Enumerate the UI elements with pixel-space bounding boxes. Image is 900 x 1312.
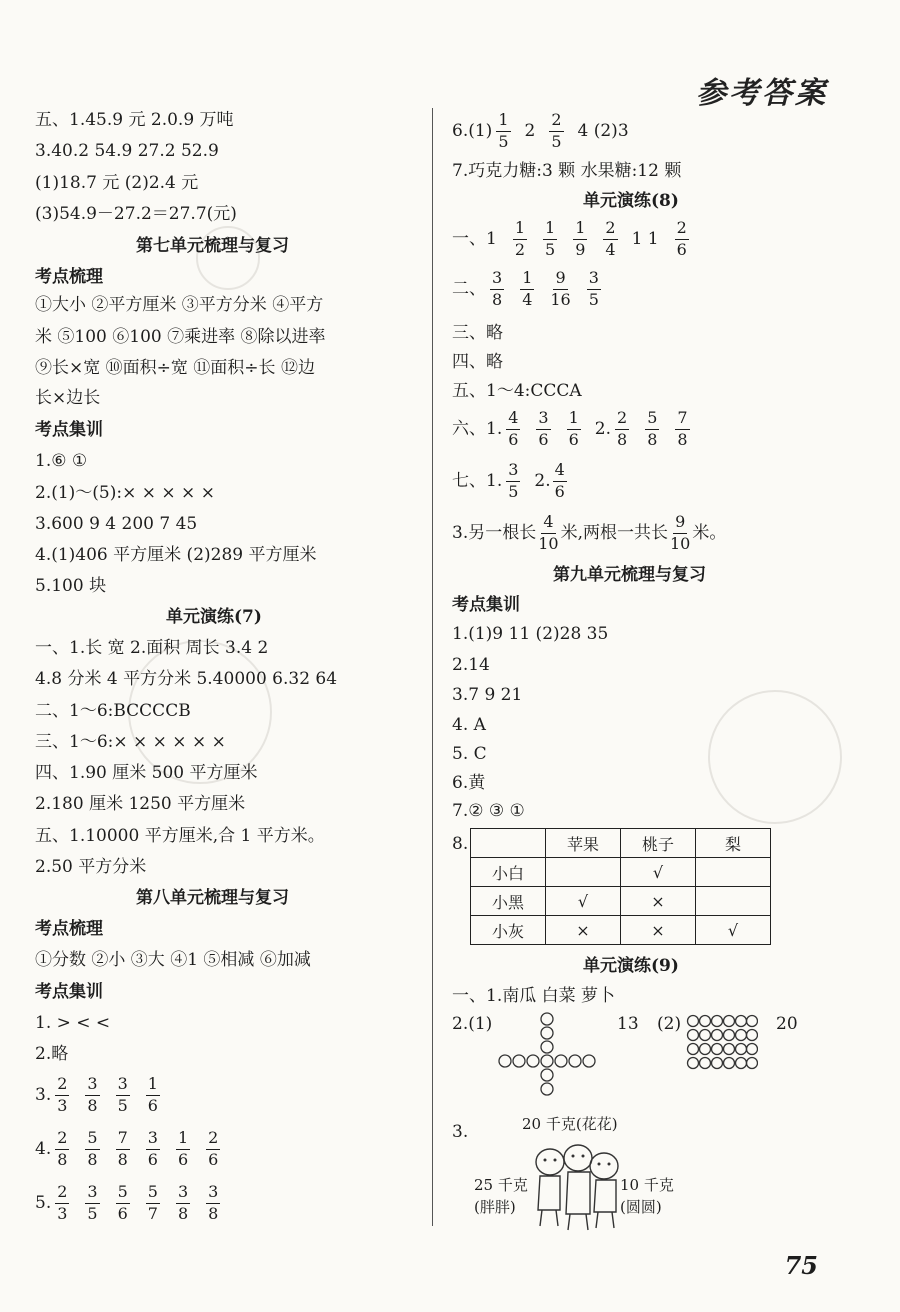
answer-line: 五、1.10000 平方厘米,合 1 平方米。 [35, 826, 325, 846]
answer-line: 2.50 平方分米 [35, 857, 147, 877]
table-header-cell: 梨 [696, 829, 771, 858]
subsection-heading: 考点集训 [35, 420, 103, 440]
pigs-illustration [520, 1140, 630, 1232]
table-cell: 小黑 [471, 887, 546, 916]
table-cell: √ [546, 887, 621, 916]
answer-line: 8. [452, 834, 469, 854]
watermark-stamp [708, 690, 842, 824]
fraction-denominator: 6 [676, 239, 687, 259]
fraction-numerator: 4 [506, 410, 520, 430]
answer-line: 3.600 9 4 200 7 45 [35, 514, 198, 534]
fraction-denominator: 6 [117, 1203, 128, 1223]
fraction-denominator: 8 [647, 429, 658, 449]
fraction [85, 1130, 99, 1169]
fraction-numerator: 1 [567, 410, 581, 430]
fraction [670, 514, 690, 553]
fraction-numerator: 4 [553, 462, 567, 482]
column-divider [432, 108, 433, 1226]
fraction-numerator: 7 [675, 410, 689, 430]
answer-line: 4.8 分米 4 平方分米 5.40000 6.32 64 [35, 669, 338, 689]
fraction-denominator: 5 [545, 239, 556, 259]
fraction-numerator: 2 [675, 220, 689, 240]
answer-line: 3. [452, 1122, 469, 1142]
subsection-heading: 考点集训 [35, 982, 103, 1002]
page-header-title: 参考答案 [696, 76, 828, 111]
answer-line: 五、1～4:CCCA [452, 381, 582, 401]
fraction [85, 1184, 99, 1223]
fraction-denominator: 10 [670, 533, 691, 553]
fraction-line: 5. $\frac{2}{3}$ $\frac{3}{5}$ $\frac{5}{6}$ $\frac{5}{7}$ $\frac{3}{8}$ $\frac{3}{8}$ [35, 1182, 219, 1223]
answer-line: 3.40.2 54.9 27.2 52.9 [35, 141, 219, 161]
fraction-denominator: 3 [57, 1095, 68, 1115]
table-cell [696, 858, 771, 887]
answer-line: 2.14 [452, 655, 490, 675]
table-cell [546, 858, 621, 887]
answer-line: 4. A [452, 715, 486, 735]
fraction-denominator: 6 [508, 429, 519, 449]
fraction-denominator: 6 [538, 429, 549, 449]
fraction-line: 六、1. $\frac{4}{6}$ $\frac{3}{6}$ $\frac{1}{6}$ 2. $\frac{2}{8}$ $\frac{5}{8}$ $\frac{7}{8}$ [452, 408, 688, 449]
answer-line: 四、1.90 厘米 500 平方厘米 [35, 763, 258, 783]
table-row [471, 887, 771, 916]
fraction [543, 220, 557, 259]
fraction-denominator: 2 [514, 239, 526, 259]
fraction [116, 1076, 130, 1115]
fraction-denominator: 3 [57, 1203, 68, 1223]
answer-line: 2.(1) [452, 1014, 493, 1034]
fraction-denominator: 6 [208, 1149, 219, 1169]
section-heading: 第八单元梳理与复习 [136, 888, 289, 908]
page-number: 75 [784, 1251, 818, 1280]
answer-line: 1.⑥ ① [35, 451, 88, 471]
fraction-numerator: 5 [85, 1130, 99, 1150]
answer-line: 五、1.45.9 元 2.0.9 万吨 [35, 110, 234, 130]
answer-line: 三、1～6:× × × × × × [35, 732, 226, 752]
answer-line: 米 ⑤100 ⑥100 ⑦乘进率 ⑧除以进率 [35, 327, 326, 347]
answer-line: ⑨长×宽 ⑩面积÷宽 ⑪面积÷长 ⑫边 [35, 358, 315, 378]
fraction-numerator: 3 [85, 1184, 99, 1204]
table-row [471, 858, 771, 887]
answer-line: 四、略 [452, 352, 503, 372]
fraction [116, 1184, 130, 1223]
fraction [55, 1130, 69, 1169]
fraction-denominator: 5 [508, 481, 519, 501]
fraction-denominator: 6 [147, 1149, 158, 1169]
fraction [146, 1076, 160, 1115]
answer-line: 一、1.长 宽 2.面积 周长 3.4 2 [35, 638, 269, 658]
fraction-numerator: 9 [673, 514, 687, 534]
fraction-numerator: 2 [55, 1130, 69, 1150]
fraction [573, 220, 587, 259]
fraction [55, 1076, 69, 1115]
section-heading: 单元演练(9) [583, 956, 679, 976]
fraction [490, 270, 504, 309]
fraction [496, 112, 510, 151]
answer-line: 2.略 [35, 1044, 69, 1064]
table-header-cell: 苹果 [546, 829, 621, 858]
fraction [587, 270, 601, 309]
fraction-numerator: 2 [603, 220, 617, 240]
fraction-numerator: 3 [146, 1130, 160, 1150]
fraction-numerator: 5 [116, 1184, 130, 1204]
table-cell [696, 887, 771, 916]
fraction [506, 410, 520, 449]
answer-line: 1.(1)9 11 (2)28 35 [452, 624, 609, 644]
fraction-line: 二、 $\frac{3}{8}$ $\frac{1}{4}$ $\frac{9}{16}$ $\frac{3}{5}$ [452, 268, 599, 309]
pig-label: 10 千克 [620, 1176, 674, 1194]
fraction-numerator: 3 [176, 1184, 190, 1204]
fraction [603, 220, 617, 259]
answer-value: 13 [617, 1014, 639, 1034]
fraction-numerator: 1 [520, 270, 534, 290]
section-heading: 第九单元梳理与复习 [553, 565, 706, 585]
fraction [513, 220, 527, 259]
fraction-numerator: 1 [573, 220, 587, 240]
fraction-numerator: 4 [541, 514, 555, 534]
table-cell: 小灰 [471, 916, 546, 945]
fraction-denominator: 8 [677, 429, 688, 449]
fraction-numerator: 3 [85, 1076, 99, 1096]
fraction [146, 1130, 160, 1169]
answer-line: 6.黄 [452, 773, 486, 793]
fraction [645, 410, 659, 449]
fraction [206, 1130, 220, 1169]
fraction-denominator: 5 [588, 289, 599, 309]
fraction [176, 1184, 190, 1223]
fraction [85, 1076, 99, 1115]
fraction-denominator: 6 [554, 481, 565, 501]
section-heading: 单元演练(8) [583, 191, 679, 211]
subsection-heading: 考点集训 [452, 595, 520, 615]
table-cell: × [621, 916, 696, 945]
table-cell [471, 829, 546, 858]
fraction-denominator: 6 [147, 1095, 158, 1115]
answer-line: ①分数 ②小 ③大 ④1 ⑤相减 ⑥加减 [35, 950, 311, 970]
fraction-numerator: 2 [549, 112, 563, 132]
fraction-numerator: 3 [206, 1184, 220, 1204]
answer-line: 3.7 9 21 [452, 685, 523, 705]
answer-line: 长×边长 [35, 388, 101, 408]
fraction-numerator: 1 [146, 1076, 160, 1096]
fraction [520, 270, 534, 309]
table-cell: × [546, 916, 621, 945]
fruit-preference-table [470, 828, 771, 945]
table-cell: √ [621, 858, 696, 887]
fraction-denominator: 4 [522, 289, 533, 309]
answer-line: ①大小 ②平方厘米 ③平方分米 ④平方 [35, 295, 324, 315]
fraction [116, 1130, 130, 1169]
fraction [567, 410, 581, 449]
fraction-numerator: 5 [645, 410, 659, 430]
fraction [206, 1184, 220, 1223]
answer-line: (1)18.7 元 (2)2.4 元 [35, 173, 199, 193]
fraction [55, 1184, 69, 1223]
fraction-numerator: 2 [206, 1130, 220, 1150]
fraction-numerator: 5 [146, 1184, 160, 1204]
answer-line: 1. > < < [35, 1013, 111, 1033]
fraction-denominator: 9 [575, 239, 586, 259]
fraction-denominator: 8 [617, 429, 628, 449]
answer-line: 二、1～6:BCCCCB [35, 701, 191, 721]
fraction-numerator: 2 [55, 1076, 69, 1096]
fraction-denominator: 5 [87, 1203, 98, 1223]
fraction-denominator: 5 [498, 131, 509, 151]
answer-line: 5. C [452, 744, 487, 764]
fraction-denominator: 6 [177, 1149, 189, 1169]
fraction-numerator: 1 [513, 220, 527, 240]
fraction-numerator: 7 [116, 1130, 130, 1150]
fraction-denominator: 8 [177, 1203, 189, 1223]
fraction-denominator: 8 [57, 1149, 68, 1169]
pig-label: 25 千克 [474, 1176, 528, 1194]
table-cell: × [621, 887, 696, 916]
fraction [536, 410, 550, 449]
fraction-denominator: 5 [117, 1095, 128, 1115]
fraction-line: 3.另一根长 $\frac{4}{10}$ 米,两根一共长 $\frac{9}{10}$ 米。 [452, 512, 727, 553]
table-cell: √ [696, 916, 771, 945]
fraction-line: 6.(1) $\frac{1}{5}$ 2 $\frac{2}{5}$ 4 (2)3 [452, 110, 629, 151]
fraction [506, 462, 520, 501]
circle-cross-figure [497, 1012, 597, 1104]
fraction-line: 一、1 $\frac{1}{2}$ $\frac{1}{5}$ $\frac{1}{9}$ $\frac{2}{4}$ 1 1 $\frac{2}{6}$ [452, 218, 687, 259]
fraction-denominator: 8 [492, 289, 503, 309]
answer-value: 20 [776, 1014, 798, 1034]
fraction [615, 410, 629, 449]
fraction [176, 1130, 190, 1169]
fraction-numerator: 3 [506, 462, 520, 482]
pig-label: 20 千克(花花) [522, 1115, 618, 1133]
section-heading: 第七单元梳理与复习 [136, 236, 289, 256]
answer-line: 2.(1)～(5):× × × × × [35, 483, 215, 503]
fraction-numerator: 2 [55, 1184, 69, 1204]
circle-grid-figure [686, 1014, 758, 1072]
fraction [549, 112, 563, 151]
fraction-numerator: 1 [496, 112, 510, 132]
fraction-denominator: 5 [551, 131, 562, 151]
pig-label: (胖胖) [474, 1198, 516, 1216]
pig-label: (圆圆) [620, 1198, 662, 1216]
answer-line: 7.② ③ ① [452, 801, 525, 821]
answer-line: 一、1.南瓜 白菜 萝卜 [452, 986, 616, 1006]
subsection-heading: 考点梳理 [35, 267, 103, 287]
section-heading: 单元演练(7) [166, 607, 262, 627]
table-header-cell: 桃子 [621, 829, 696, 858]
fraction-denominator: 6 [568, 429, 579, 449]
answer-line: 7.巧克力糖:3 颗 水果糖:12 颗 [452, 161, 682, 181]
fraction-numerator: 3 [587, 270, 601, 290]
fraction [550, 270, 570, 309]
subsection-heading: 考点梳理 [35, 919, 103, 939]
fraction-numerator: 3 [536, 410, 550, 430]
fraction-line: 七、1. $\frac{3}{5}$ 2. $\frac{4}{6}$ [452, 460, 565, 501]
fraction-denominator: 8 [87, 1095, 98, 1115]
fraction-line: 4. $\frac{2}{8}$ $\frac{5}{8}$ $\frac{7}{8}$ $\frac{3}{6}$ $\frac{1}{6}$ $\frac{2}{6}$ [35, 1128, 219, 1169]
fraction-numerator: 9 [553, 270, 567, 290]
answer-line: 4.(1)406 平方厘米 (2)289 平方厘米 [35, 545, 317, 565]
fraction-denominator: 7 [147, 1203, 158, 1223]
fraction-line: 3. $\frac{2}{3}$ $\frac{3}{8}$ $\frac{3}{5}$ $\frac{1}{6}$ [35, 1074, 158, 1115]
fraction-numerator: 1 [176, 1130, 190, 1150]
fraction-denominator: 8 [87, 1149, 98, 1169]
fraction [675, 220, 689, 259]
fraction-numerator: 2 [615, 410, 629, 430]
table-row [471, 916, 771, 945]
answer-line: (3)54.9－27.2＝27.7(元) [35, 204, 237, 224]
answer-line: (2) [657, 1014, 682, 1034]
fraction-denominator: 8 [208, 1203, 219, 1223]
fraction-denominator: 8 [117, 1149, 128, 1169]
fraction-denominator: 10 [538, 533, 559, 553]
fraction-numerator: 1 [543, 220, 557, 240]
fraction-denominator: 16 [550, 289, 571, 309]
table-cell: 小白 [471, 858, 546, 887]
table-header-row [471, 829, 771, 858]
fraction-numerator: 3 [490, 270, 504, 290]
fraction [146, 1184, 160, 1223]
fraction [675, 410, 689, 449]
fraction-denominator: 4 [605, 239, 616, 259]
fraction [553, 462, 567, 501]
answer-line: 2.180 厘米 1250 平方厘米 [35, 794, 246, 814]
answer-line: 5.100 块 [35, 576, 107, 596]
fraction-numerator: 3 [116, 1076, 130, 1096]
answer-line: 三、略 [452, 323, 503, 343]
fraction [538, 514, 558, 553]
